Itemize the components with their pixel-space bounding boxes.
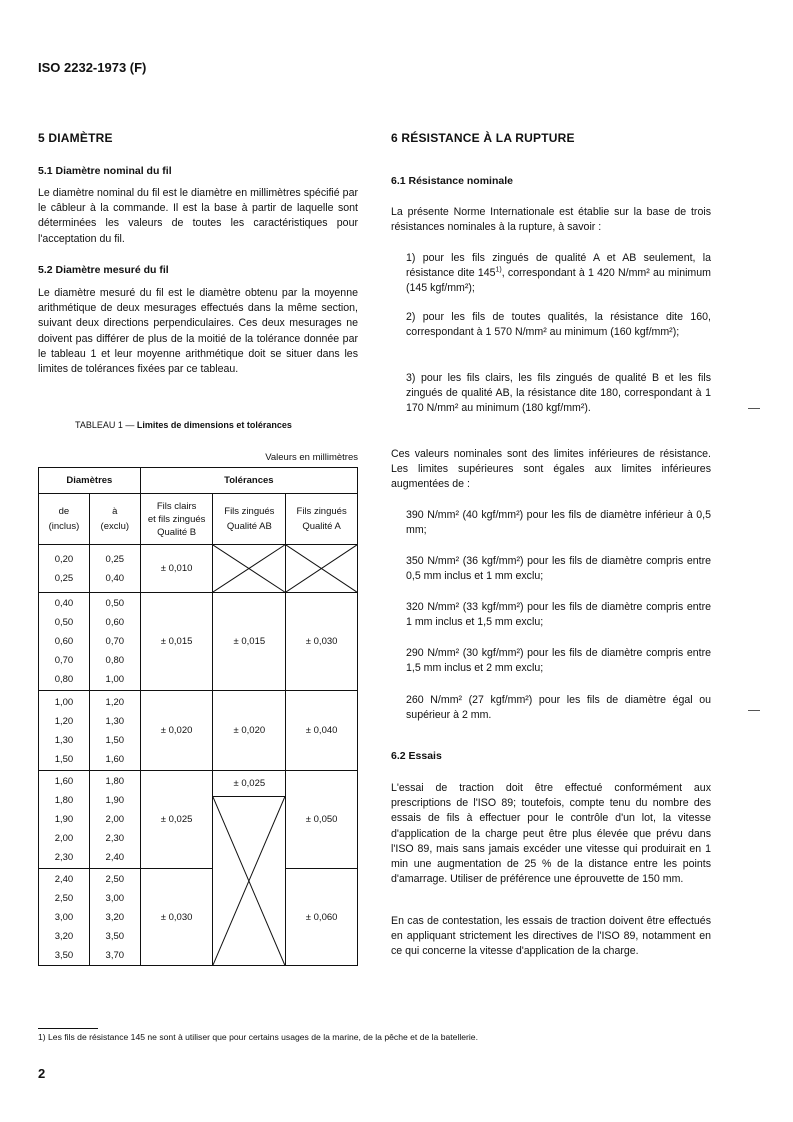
section-5-title: 5 DIAMÈTRE (38, 131, 113, 145)
tol-ab-group-4-5-na (213, 797, 286, 966)
header-tolerances: Tolérances (140, 468, 357, 494)
limit-below-0-5mm: 390 N/mm² (40 kgf/mm²) pour les fils de diamètre inférieur à 0,5 mm; (406, 509, 711, 537)
section-6-1-intro: La présente Norme Internationale est établie sur la base de trois résistances nominales à la rupture, à savoir : (391, 206, 711, 234)
document-id: ISO 2232-1973 (F) (38, 60, 147, 75)
header-qualite-a: Fils zingués Qualité A (286, 494, 358, 545)
footnote: 1) Les fils de résistance 145 ne sont à utiliser que pour certains usages de la marine, de la pêche et de la batellerie. (38, 1032, 478, 1042)
diam-de-group-1: 0,20 0,25 (39, 545, 90, 593)
tol-b-group-5: ± 0,030 (140, 869, 213, 966)
diam-de-group-4: 1,60 1,80 1,90 2,00 2,30 (39, 771, 90, 869)
section-6-2-title: 6.2 Essais (391, 750, 442, 762)
table-caption-prefix: TABLEAU 1 — (75, 420, 137, 430)
tol-ab-group-2: ± 0,015 (213, 593, 286, 691)
tol-b-group-4: ± 0,025 (140, 771, 213, 869)
tol-a-group-4: ± 0,050 (286, 771, 358, 869)
limit-1-5-to-2mm: 290 N/mm² (30 kgf/mm²) pour les fils de diamètre compris entre 1,5 mm inclus et 2 mm exclu; (406, 647, 711, 675)
diam-a-group-3: 1,20 1,30 1,50 1,60 (89, 691, 140, 771)
tol-b-group-2: ± 0,015 (140, 593, 213, 691)
section-6-2-text-2: En cas de contestation, les essais de traction doivent être effectués en appliquant strictement les directives de l'ISO 89, notamment en ce qui concerne la vitesse d'application de la charge. (391, 915, 711, 958)
item-145-text-a: 1) pour les fils zingués de qualité A et AB seulement, la résistance dite 145 (406, 252, 711, 280)
diam-de-group-2: 0,40 0,50 0,60 0,70 0,80 (39, 593, 90, 691)
table-caption-title: Limites de dimensions et tolérances (136, 420, 292, 430)
section-5-2-text: Le diamètre mesuré du fil est le diamètre obtenu par la moyenne arithmétique de deux mesurages effectués dans la même section, suivant deux directions perpendiculaires. Ces deux mesurages ne doivent pas différer de plus de la moitié de la tolérance donnée par le tableau 1 et leur moyenne arithmétique doit se situer dans les limites de tolérances fixées par ce tableau. (38, 287, 358, 376)
item-145-text-b: , correspondant à 1 420 N/mm² au minimum (145 kgf/mm²); (406, 267, 711, 295)
section-5-2-title: 5.2 Diamètre mesuré du fil (38, 264, 169, 276)
section-5-1-title: 5.1 Diamètre nominal du fil (38, 165, 172, 177)
margin-mark (748, 408, 760, 409)
tol-ab-group-1-na (213, 545, 286, 593)
header-qualite-b: Fils clairs et fils zingués Qualité B (140, 494, 213, 545)
header-qualite-ab: Fils zingués Qualité AB (213, 494, 286, 545)
limit-1-to-1-5mm: 320 N/mm² (33 kgf/mm²) pour les fils de diamètre compris entre 1 mm inclus et 1,5 mm exclu; (406, 601, 711, 629)
section-6-2-text-1: L'essai de traction doit être effectué conformément aux prescriptions de l'ISO 89; toutefois, compte tenu du nombre des essais de fils à effectuer pour le contrôle d'un lot, la vitesse d'application de la charge peut être plus élevée que prévu dans l'ISO 89, mais sans jamais excéder une vitesse qui produirait en 1 min une augmentation de 25 % de la distance entre les points d'amarrage. Utiliser de préférence une éprouvette de 150 mm. (391, 782, 711, 886)
limit-2mm-and-above: 260 N/mm² (27 kgf/mm²) pour les fils de diamètre égal ou supérieur à 2 mm. (406, 694, 711, 722)
header-diametres: Diamètres (39, 468, 141, 494)
diam-a-group-4: 1,80 1,90 2,00 2,30 2,40 (89, 771, 140, 869)
tol-ab-group-3: ± 0,020 (213, 691, 286, 771)
tol-a-group-5: ± 0,060 (286, 869, 358, 966)
tol-a-group-1-na (286, 545, 358, 593)
upper-limits-intro: Ces valeurs nominales sont des limites inférieures de résistance. Les limites supérieures sont égales aux limites inférieures augmentées de : (391, 448, 711, 491)
resistance-item-145 (406, 251, 711, 297)
section-6-1-title: 6.1 Résistance nominale (391, 175, 513, 187)
section-6-title: 6 RÉSISTANCE À LA RUPTURE (391, 131, 575, 145)
tol-b-group-1: ± 0,010 (140, 545, 213, 593)
header-a: à (exclu) (89, 494, 140, 545)
tol-a-group-3: ± 0,040 (286, 691, 358, 771)
page-number: 2 (38, 1066, 46, 1081)
diam-a-group-2: 0,50 0,60 0,70 0,80 1,00 (89, 593, 140, 691)
footnote-rule (38, 1028, 98, 1029)
diam-a-group-5: 2,50 3,00 3,20 3,50 3,70 (89, 869, 140, 966)
tol-a-group-2: ± 0,030 (286, 593, 358, 691)
tol-b-group-3: ± 0,020 (140, 691, 213, 771)
cross-out-mark (213, 545, 285, 592)
section-5-1-text: Le diamètre nominal du fil est le diamètre en millimètres spécifié par le câbleur à la commande. Il est la base à partir de laquelle sont déterminées les valeurs de toutes les caractéristiques pour l'acceptation du fil. (38, 187, 358, 245)
tolerance-table (38, 467, 358, 966)
diam-a-group-1: 0,25 0,40 (89, 545, 140, 593)
diam-de-group-3: 1,00 1,20 1,30 1,50 (39, 691, 90, 771)
footnote-ref: 1) (495, 266, 502, 274)
table-caption (75, 420, 292, 430)
resistance-item-180: 3) pour les fils clairs, les fils zingués de qualité B et les fils zingués de qualité AB, la résistance dite 180, correspondant à 1 170 N/mm² au minimum (180 kgf/mm²). (406, 372, 711, 415)
resistance-item-160: 2) pour les fils de toutes qualités, la résistance dite 160, correspondant à 1 570 N/mm² au minimum (160 kgf/mm²); (406, 311, 711, 339)
tol-ab-group-4: ± 0,025 (213, 771, 286, 797)
cross-out-mark (213, 797, 285, 965)
cross-out-mark (286, 545, 357, 592)
diam-de-group-5: 2,40 2,50 3,00 3,20 3,50 (39, 869, 90, 966)
header-de: de (inclus) (39, 494, 90, 545)
margin-mark (748, 710, 760, 711)
table-units: Valeurs en millimètres (265, 452, 358, 463)
limit-0-5-to-1mm: 350 N/mm² (36 kgf/mm²) pour les fils de diamètre compris entre 0,5 mm inclus et 1 mm exclu; (406, 555, 711, 583)
